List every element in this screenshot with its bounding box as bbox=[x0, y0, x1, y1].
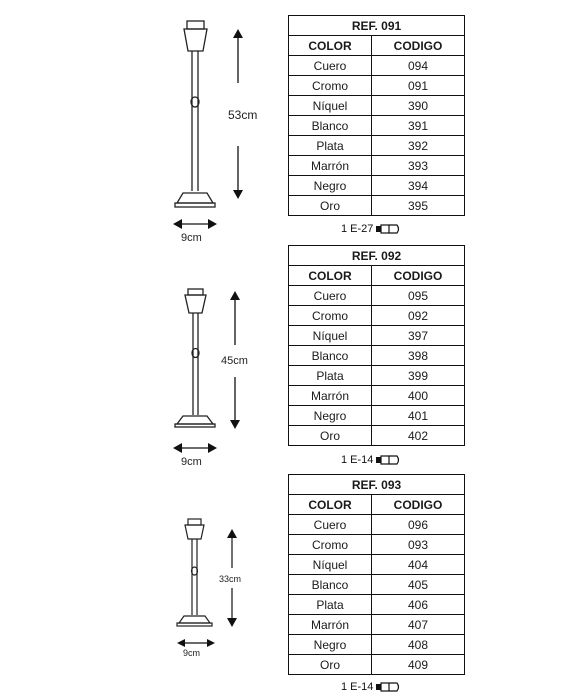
codigo-header: CODIGO bbox=[372, 495, 465, 515]
width-label-092: 9cm bbox=[181, 456, 202, 468]
table-row bbox=[289, 346, 465, 366]
color-cell: Oro bbox=[289, 655, 372, 675]
color-cell: Cuero bbox=[289, 56, 372, 76]
ref-title-091: REF. 091 bbox=[289, 16, 465, 36]
bulb-icon bbox=[375, 681, 401, 693]
color-cell: Cuero bbox=[289, 515, 372, 535]
table-row bbox=[289, 366, 465, 386]
code-cell: 400 bbox=[372, 386, 465, 406]
socket-label: 1 E-27 bbox=[341, 223, 374, 235]
table-row bbox=[289, 655, 465, 675]
table-row bbox=[289, 575, 465, 595]
table-row bbox=[289, 306, 465, 326]
code-cell: 095 bbox=[372, 286, 465, 306]
spec-table-092 bbox=[288, 245, 465, 446]
socket-info-092 bbox=[341, 454, 401, 466]
table-row bbox=[289, 635, 465, 655]
socket-label: 1 E-14 bbox=[341, 454, 374, 466]
code-cell: 092 bbox=[372, 306, 465, 326]
lamp-base-092-icon bbox=[165, 285, 225, 435]
height-label-091: 53cm bbox=[228, 108, 258, 122]
spec-table-091 bbox=[288, 15, 465, 216]
table-row bbox=[289, 426, 465, 446]
width-label-091: 9cm bbox=[181, 232, 202, 244]
table-row bbox=[289, 96, 465, 116]
socket-label: 1 E-14 bbox=[341, 681, 374, 693]
code-cell: 398 bbox=[372, 346, 465, 366]
width-label-093: 9cm bbox=[183, 648, 201, 658]
color-cell: Níquel bbox=[289, 326, 372, 346]
spec-table-093 bbox=[288, 474, 465, 675]
table-row bbox=[289, 176, 465, 196]
color-cell: Cromo bbox=[289, 306, 372, 326]
table-row bbox=[289, 156, 465, 176]
code-cell: 399 bbox=[372, 366, 465, 386]
code-cell: 392 bbox=[372, 136, 465, 156]
bulb-icon bbox=[375, 223, 401, 235]
color-cell: Blanco bbox=[289, 575, 372, 595]
table-row bbox=[289, 535, 465, 555]
table-row bbox=[289, 555, 465, 575]
color-cell: Plata bbox=[289, 136, 372, 156]
code-cell: 096 bbox=[372, 515, 465, 535]
code-cell: 390 bbox=[372, 96, 465, 116]
code-cell: 093 bbox=[372, 535, 465, 555]
codigo-header: CODIGO bbox=[372, 36, 465, 56]
color-header: COLOR bbox=[289, 495, 372, 515]
table-row bbox=[289, 76, 465, 96]
code-cell: 408 bbox=[372, 635, 465, 655]
table-row bbox=[289, 515, 465, 535]
code-cell: 405 bbox=[372, 575, 465, 595]
table-row bbox=[289, 326, 465, 346]
table-row bbox=[289, 56, 465, 76]
color-cell: Cromo bbox=[289, 76, 372, 96]
color-cell: Níquel bbox=[289, 96, 372, 116]
code-cell: 406 bbox=[372, 595, 465, 615]
color-cell: Negro bbox=[289, 176, 372, 196]
table-row bbox=[289, 196, 465, 216]
lamp-drawing-092 bbox=[165, 285, 225, 440]
height-label-093: 33cm bbox=[219, 574, 242, 584]
color-cell: Marrón bbox=[289, 156, 372, 176]
table-row bbox=[289, 286, 465, 306]
lamp-base-091-icon bbox=[165, 15, 225, 215]
code-cell: 391 bbox=[372, 116, 465, 136]
color-cell: Oro bbox=[289, 426, 372, 446]
code-cell: 394 bbox=[372, 176, 465, 196]
color-cell: Oro bbox=[289, 196, 372, 216]
lamp-base-093-icon bbox=[168, 515, 222, 630]
table-row bbox=[289, 116, 465, 136]
bulb-icon bbox=[375, 454, 401, 466]
color-cell: Plata bbox=[289, 366, 372, 386]
color-cell: Marrón bbox=[289, 386, 372, 406]
code-cell: 404 bbox=[372, 555, 465, 575]
color-cell: Cuero bbox=[289, 286, 372, 306]
color-cell: Marrón bbox=[289, 615, 372, 635]
color-cell: Negro bbox=[289, 406, 372, 426]
code-cell: 094 bbox=[372, 56, 465, 76]
table-row bbox=[289, 615, 465, 635]
codigo-header: CODIGO bbox=[372, 266, 465, 286]
code-cell: 397 bbox=[372, 326, 465, 346]
code-cell: 407 bbox=[372, 615, 465, 635]
height-label-092: 45cm bbox=[221, 355, 248, 367]
socket-info-093 bbox=[341, 681, 401, 693]
code-cell: 409 bbox=[372, 655, 465, 675]
lamp-drawing-091 bbox=[165, 15, 225, 220]
color-header: COLOR bbox=[289, 36, 372, 56]
table-row bbox=[289, 386, 465, 406]
color-cell: Blanco bbox=[289, 116, 372, 136]
ref-title-092: REF. 092 bbox=[289, 246, 465, 266]
socket-info-091 bbox=[341, 223, 401, 235]
color-cell: Níquel bbox=[289, 555, 372, 575]
code-cell: 091 bbox=[372, 76, 465, 96]
color-cell: Cromo bbox=[289, 535, 372, 555]
table-row bbox=[289, 595, 465, 615]
code-cell: 393 bbox=[372, 156, 465, 176]
lamp-drawing-093 bbox=[168, 515, 222, 635]
color-cell: Negro bbox=[289, 635, 372, 655]
code-cell: 395 bbox=[372, 196, 465, 216]
color-header: COLOR bbox=[289, 266, 372, 286]
color-cell: Plata bbox=[289, 595, 372, 615]
code-cell: 401 bbox=[372, 406, 465, 426]
table-row bbox=[289, 136, 465, 156]
color-cell: Blanco bbox=[289, 346, 372, 366]
table-row bbox=[289, 406, 465, 426]
code-cell: 402 bbox=[372, 426, 465, 446]
ref-title-093: REF. 093 bbox=[289, 475, 465, 495]
